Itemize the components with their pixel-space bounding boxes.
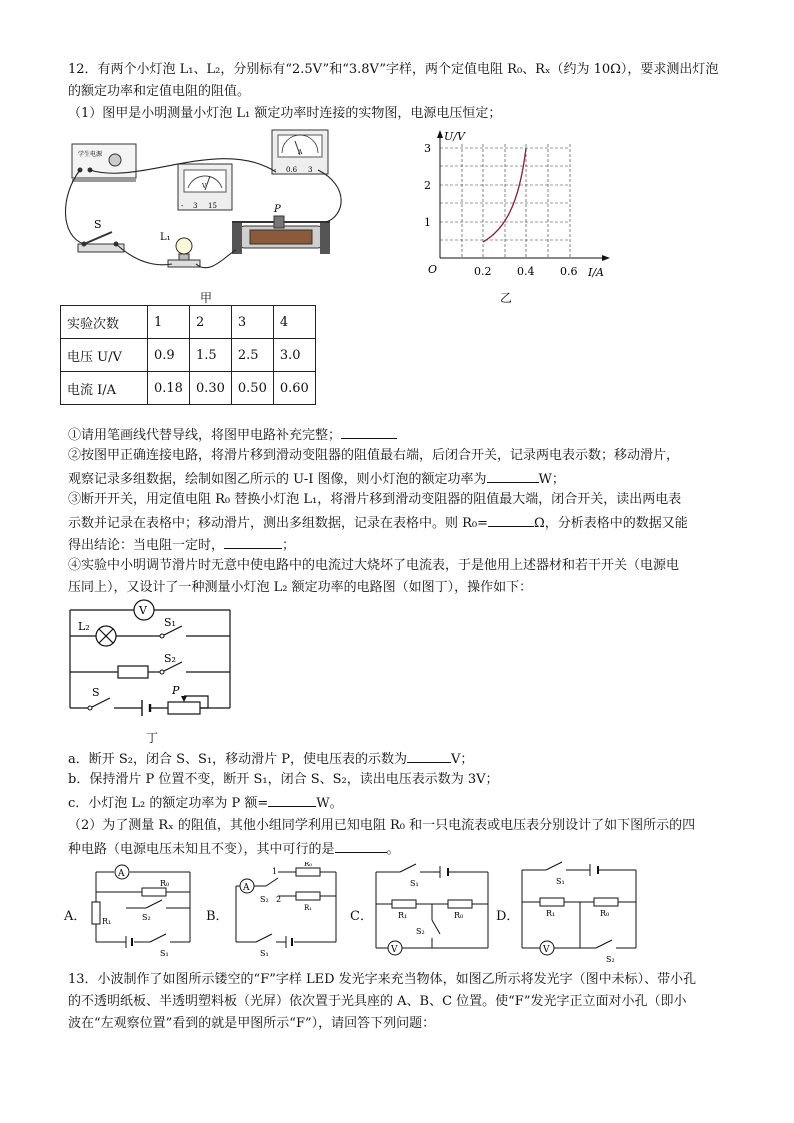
circ-d-r1: R₁ xyxy=(546,909,556,918)
circ-a-r1: R₁ xyxy=(102,917,112,926)
circuit-a xyxy=(86,862,196,958)
table-row xyxy=(61,372,316,405)
grid xyxy=(440,144,570,258)
ding-s-label: S xyxy=(92,686,100,699)
step-a xyxy=(68,748,728,770)
graph-yi xyxy=(424,126,624,286)
voltmeter-mark: V xyxy=(202,183,207,190)
option-b-label: B． xyxy=(206,909,229,924)
table-cell: 3.0 xyxy=(273,339,315,372)
circ-a-s2: S₂ xyxy=(142,913,151,922)
ding-resistor xyxy=(118,666,148,678)
slider-label: P xyxy=(274,204,281,215)
q13-line3: 波在“左观察位置”看到的就是甲图所示“F”），请回答下列问题： xyxy=(68,1016,436,1031)
circ-c-r1: R₁ xyxy=(398,911,408,920)
origin-label: O xyxy=(428,263,438,276)
circ-a-r0: R₀ xyxy=(160,879,170,888)
q12-sub1 xyxy=(68,424,728,446)
step-c xyxy=(68,792,728,814)
voltmeter xyxy=(178,164,232,210)
q12-stem-line1: 12．有两个小灯泡 L₁、L₂，分别标有“2.5V”和“3.8V”字样，两个定值电阻 R₀、Rₓ（约为 10Ω），要求测出灯泡 xyxy=(68,62,719,77)
option-a-label: A． xyxy=(64,909,87,924)
power-supply xyxy=(72,144,136,182)
step-a-unit: V； xyxy=(451,752,474,767)
q12-sub3a: ③断开开关，用定值电阻 R₀ 替换小灯泡 L₁，将滑片移到滑动变阻器的阻值最大端，闭合开关，读出两电表 xyxy=(68,492,682,507)
answer-blank-1[interactable] xyxy=(341,424,397,439)
table-cell: 实验次数 xyxy=(61,306,148,339)
option-c-label: C． xyxy=(350,909,373,924)
ding-p-label: P xyxy=(172,684,180,697)
caption-yi: 乙 xyxy=(500,291,513,305)
circ-d-r0: R₀ xyxy=(600,909,610,918)
answer-blank-3[interactable] xyxy=(488,512,534,527)
table-cell: 1 xyxy=(148,306,190,339)
lamp-label: L₁ xyxy=(160,232,171,243)
circ-b-r1: R₁ xyxy=(304,904,313,912)
ding-v-label: V xyxy=(139,604,147,617)
q12-sub3c-text: 得出结论：当电阻一定时， xyxy=(68,538,225,553)
q12-part2b xyxy=(68,838,728,860)
ammeter-0.6: 0.6 xyxy=(286,166,298,174)
q12-sub2b-text: 观察记录多组数据，绘制如图乙所示的 U-I 图像，则小灯泡的额定功率为 xyxy=(68,472,487,487)
circuit-d xyxy=(516,858,644,968)
table-cell: 0.60 xyxy=(273,372,315,405)
q12-sub3b-text: 示数并记录在表格中；移动滑片，测出多组数据，记录在表格中。则 R₀= xyxy=(68,516,489,531)
table-cell: 0.50 xyxy=(231,372,273,405)
circ-b-2: 2 xyxy=(276,895,282,904)
table-cell: 0.9 xyxy=(148,339,190,372)
q12-stem-line2: 的额定功率和定值电阻的阻值。 xyxy=(68,84,251,99)
ammeter-mark: A xyxy=(298,149,303,156)
q12-sub3c-end: ； xyxy=(282,538,296,553)
circ-d-s1: S₁ xyxy=(556,877,565,886)
circ-b-1: 1 xyxy=(272,867,278,876)
circ-d-s2: S₂ xyxy=(606,955,615,964)
caption-ding: 丁 xyxy=(146,731,159,745)
answer-blank-5[interactable] xyxy=(407,748,451,763)
caption-jia: 甲 xyxy=(200,291,213,305)
x-tick-0.4: 0.4 xyxy=(517,265,535,278)
u-i-curve xyxy=(483,148,526,242)
circ-b-s1: S₁ xyxy=(260,949,269,958)
knife-switch xyxy=(78,218,124,252)
ding-s2-label: S₂ xyxy=(164,652,176,665)
q12-sub4a: ④实验中小明调节滑片时无意中使电路中的电流过大烧坏了电流表，于是他用上述器材和若干开关（电源电 xyxy=(68,558,680,573)
step-a-text: a．断开 S₂，闭合 S、S₁，移动滑片 P，使电压表的示数为 xyxy=(68,752,408,767)
table-row xyxy=(61,306,316,339)
answer-blank-7[interactable] xyxy=(335,838,387,853)
y-axis-label: U/V xyxy=(444,130,465,143)
q12-sub3b xyxy=(68,512,728,534)
q12-sub3c xyxy=(68,534,728,556)
table-cell: 0.30 xyxy=(189,372,231,405)
table-cell: 2.5 xyxy=(231,339,273,372)
ding-rheostat xyxy=(168,702,200,714)
ding-l2-label: L₂ xyxy=(78,620,90,633)
answer-blank-4[interactable] xyxy=(224,534,282,549)
table-cell: 2 xyxy=(189,306,231,339)
q12-sub1-text: ①请用笔画线代替导线，将图甲电路补充完整； xyxy=(68,428,342,443)
voltmeter-15: 15 xyxy=(208,202,217,210)
table-cell: 1.5 xyxy=(189,339,231,372)
circ-c-s2: S₂ xyxy=(416,927,425,936)
step-c-text: c．小灯泡 L₂ 的额定功率为 P 额= xyxy=(68,796,269,811)
table-cell: 电压 U/V xyxy=(61,339,148,372)
circ-d-v: V xyxy=(543,945,550,955)
ammeter xyxy=(272,130,328,174)
q13-line2: 的不透明纸板、半透明塑料板（光屏）依次置于光具座的 A、B、C 位置。使“F”发光字正立面对小孔（即小 xyxy=(68,994,687,1009)
x-axis-label: I/A xyxy=(588,266,604,279)
circ-c-v: V xyxy=(391,945,398,955)
y-tick-3: 3 xyxy=(424,142,431,155)
figure-jia xyxy=(60,126,360,306)
step-c-unit: W。 xyxy=(316,796,343,811)
x-axis-arrow xyxy=(602,255,610,261)
ding-s1-label: S₁ xyxy=(164,616,176,629)
circ-c-r0: R₀ xyxy=(454,911,464,920)
circ-c-s1: S₁ xyxy=(410,879,419,888)
supply-label: 学生电源 xyxy=(78,151,103,158)
ammeter-3: 3 xyxy=(308,166,313,174)
answer-blank-6[interactable] xyxy=(268,792,316,807)
table-cell: 3 xyxy=(231,306,273,339)
rheostat xyxy=(232,204,330,254)
q12-part2b-text: 种电路（电源电压未知且不变），其中可行的是 xyxy=(68,842,335,857)
q13-line1: 13．小波制作了如图所示镂空的“F”字样 LED 发光字来充当物体，如图乙所示将发光字（图中未标）、带小孔 xyxy=(68,972,697,987)
circ-a-a: A xyxy=(118,869,125,879)
table-row xyxy=(61,339,316,372)
circuit-c xyxy=(370,858,494,962)
circuit-b xyxy=(226,862,344,958)
y-tick-2: 2 xyxy=(424,179,431,192)
table-cell: 4 xyxy=(273,306,315,339)
q12-sub4b: 压同上），又设计了一种测量小灯泡 L₂ 额定功率的电路图（如图丁），操作如下： xyxy=(68,580,533,595)
answer-blank-2[interactable] xyxy=(487,468,539,483)
q12-sub2b-unit: W； xyxy=(538,472,565,487)
step-b: b．保持滑片 P 位置不变，断开 S₁，闭合 S、S₂，读出电压表示数为 3V； xyxy=(68,772,499,787)
q12-part2a: （2）为了测量 Rₓ 的阻值，其他小组同学利用已知电阻 R₀ 和一只电流表或电压表分别设计了如下图所示的四 xyxy=(68,818,696,833)
x-tick-0.6: 0.6 xyxy=(560,265,578,278)
table-cell: 电流 I/A xyxy=(61,372,148,405)
lamp-l1 xyxy=(160,232,200,267)
table-cell: 0.18 xyxy=(148,372,190,405)
y-tick-1: 1 xyxy=(424,216,431,229)
q12-part2b-end: 。 xyxy=(386,842,400,857)
figure-ding xyxy=(62,598,242,746)
x-tick-0.2: 0.2 xyxy=(474,265,492,278)
q12-sub2a: ②按图甲正确连接电路，将滑片移到滑动变阻器的阻值最右端，后闭合开关，记录两电表示数；移动滑片， xyxy=(68,448,680,463)
data-table xyxy=(60,305,316,405)
circ-a-s1: S₁ xyxy=(160,949,169,958)
circ-b-a: A xyxy=(243,883,250,893)
q12-part1: （1）图甲是小明测量小灯泡 L₁ 额定功率时连接的实物图，电源电压恒定； xyxy=(68,106,502,121)
ammeter-minus: - xyxy=(274,166,277,174)
q12-sub2b xyxy=(68,468,728,490)
circ-b-s2: S₂ xyxy=(260,895,269,904)
y-axis-arrow xyxy=(437,130,443,138)
voltmeter-3: 3 xyxy=(193,202,198,210)
option-d-label: D． xyxy=(496,909,520,924)
switch-label: S xyxy=(94,218,102,231)
q12-sub3b-text2: Ω，分析表格中的数据又能 xyxy=(534,516,688,531)
circ-b-r0: R₀ xyxy=(304,862,313,868)
voltmeter-minus: - xyxy=(181,202,184,210)
